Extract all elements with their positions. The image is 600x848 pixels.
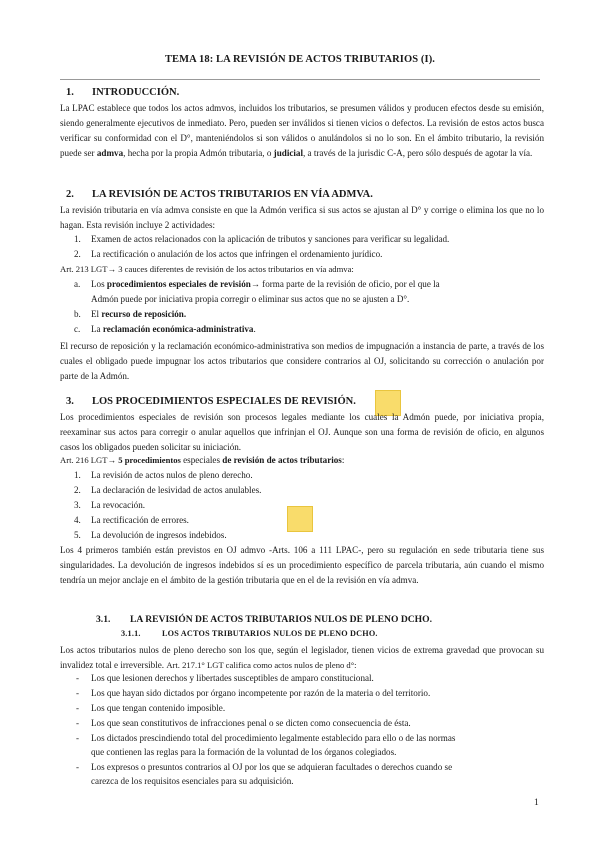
section-2-closing: El recurso de reposición y la reclamación económico-administrativa son medios de impugnación a instancia de parte, a través de los cuales el obligado puede impugnar los actos tributarios que considere contrarios al OJ, solicitando su corrección o anulación por parte de la Admón. — [60, 341, 544, 381]
section-number: 1. — [66, 87, 74, 98]
list-item: La revisión de actos nulos de pleno derecho. — [91, 470, 253, 480]
section-title: LA REVISIÓN DE ACTOS TRIBUTARIOS NULOS DE PLENO DCHO. — [130, 614, 433, 625]
list-item: La revocación. — [91, 500, 146, 510]
bullet-marker: - — [76, 703, 80, 713]
bold-run: procedimientos especiales de revisión — [106, 279, 251, 289]
list-item: La declaración de lesividad de actos anulables. — [91, 485, 262, 495]
bullet-marker: - — [76, 733, 80, 743]
text-run: Los actos tributarios nulos de pleno derecho son los que, según el legislador, tienen vicios de extrema gravedad que provocan su invalidez total e irreversible. — [60, 645, 544, 670]
section-title: INTRODUCCIÓN. — [92, 87, 180, 98]
bold-run: 5 procedimientos — [118, 455, 181, 465]
bold-run: recurso de reposición. — [101, 309, 187, 319]
bullet-item: Los dictados prescindiendo total del procedimiento legalmente establecido para ello o de las normas — [91, 733, 456, 743]
list-marker: 2. — [74, 249, 81, 259]
text-run: : — [341, 455, 345, 465]
text-run: , hecha por la propia Admón tributaria, o — [123, 148, 274, 158]
list-marker: 1. — [74, 234, 81, 244]
bold-run: de revisión de actos tributarios — [222, 455, 342, 465]
document-title: TEMA 18: LA REVISIÓN DE ACTOS TRIBUTARIOS (I). — [164, 54, 436, 65]
list-item: La devolución de ingresos indebidos. — [91, 530, 227, 540]
section-1-heading — [66, 87, 179, 98]
section-3-intro: Los procedimientos especiales de revisión son procesos legales mediante los cuales la Admón puede, por iniciativa propia, reexaminar sus actos para corregir o anular aquellos que infrinjan el OJ. Aunque son una forma de revisión de oficio, en algunos casos los obligados pueden solicitar su iniciación. — [60, 412, 544, 452]
text-run: La — [91, 324, 103, 334]
subsection-3-1-1-heading — [121, 629, 378, 638]
subsection-3-1-1-intro — [60, 643, 544, 673]
section-title: LOS ACTOS TRIBUTARIOS NULOS DE PLENO DCHO. — [162, 629, 378, 638]
section-3-closing: Los 4 primeros también están previstos en OJ admvo -Arts. 106 a 111 LPAC-, pero su regulación en sede tributaria tiene sus singularidades. La devolución de ingresos indebidos sí es un procedimiento específico de parcela tributaria, aún cuando el mismo tendría un mejor anclaje en el ámbito de la gestión tributaria que en el de la revisión en vía admva. — [60, 545, 544, 585]
list-marker: 5. — [74, 530, 81, 540]
bullet-item: Los que hayan sido dictados por órgano incompetente por razón de la materia o del territorio. — [91, 688, 431, 698]
text-run: , a través de la jurisdic C-A, pero sólo después de agotar la vía. — [302, 148, 533, 158]
list-marker: 1. — [74, 470, 81, 480]
section-3-heading — [66, 396, 356, 407]
list-marker: 4. — [74, 515, 81, 525]
section-2-intro: La revisión tributaria en vía admva consiste en que la Admón verifica si sus actos se ajustan al D° y corrige o elimina los que no lo hagan. Esta revisión incluye 2 actividades: — [60, 205, 544, 230]
bullet-marker: - — [76, 718, 80, 728]
subsection-3-1-heading — [96, 614, 432, 625]
title-divider — [60, 79, 540, 80]
text-run: especiales — [180, 455, 223, 465]
text-run: → forma parte de la revisión de oficio, por el que la — [250, 279, 440, 289]
bullet-marker: - — [76, 762, 80, 772]
list-item: La rectificación de errores. — [91, 515, 189, 525]
section-number: 3. — [66, 396, 74, 407]
text-run: La LPAC establece que todos los actos admvos, incluidos los tributarios, se presumen válidos y producen efectos desde su emisión, siendo generalmente ejecutivos de inmediato. Pero, pueden ser inválidos si tienen vicios o defectos. La revisión de estos actos busca verificar su conformidad con el D°, manteniéndolos si son válidos o anulándolos si no lo son. En el ámbito tributario, la revisión puede ser — [60, 103, 544, 158]
article-reference — [60, 455, 344, 465]
section-number: 3.1. — [96, 614, 111, 625]
list-item-c — [91, 324, 256, 334]
list-marker: c. — [74, 324, 81, 334]
text-run: El — [91, 309, 102, 319]
bullet-marker: - — [76, 688, 80, 698]
section-title: LA REVISIÓN DE ACTOS TRIBUTARIOS EN VÍA ADMVA. — [92, 189, 373, 200]
bullet-item: Los que lesionen derechos y libertades susceptibles de amparo constitucional. — [91, 673, 374, 683]
bullet-item: Los que tengan contenido imposible. — [91, 703, 226, 713]
list-item-a — [91, 279, 544, 289]
bold-run: reclamación económica-administrativa — [102, 324, 254, 334]
list-marker: a. — [74, 279, 81, 289]
list-marker: 3. — [74, 500, 81, 510]
article-reference: Art. 213 LGT→ 3 cauces diferentes de revisión de los actos tributarios en vía admva: — [60, 264, 354, 274]
section-number: 2. — [66, 189, 74, 200]
bullet-item: Los que sean constitutivos de infracciones penal o se dicten como consecuencia de ésta. — [91, 718, 411, 728]
list-marker: 2. — [74, 485, 81, 495]
list-item: Examen de actos relacionados con la aplicación de tributos y sanciones para verificar su legalidad. — [91, 234, 450, 244]
text-run: . — [253, 324, 256, 334]
section-number: 3.1.1. — [121, 629, 141, 638]
section-title: LOS PROCEDIMIENTOS ESPECIALES DE REVISIÓN. — [92, 396, 356, 407]
text-run: Los — [91, 279, 107, 289]
text-run: Art. 217.1° LGT califica como actos nulos de pleno d°: — [166, 660, 357, 670]
page-number: 1 — [534, 798, 539, 808]
bullet-item: Los expresos o presuntos contrarios al OJ por los que se adquieran facultades o derechos cuando se — [91, 762, 453, 772]
bullet-marker: - — [76, 673, 80, 683]
text-run: Art. 216 LGT→ — [60, 455, 119, 465]
list-item-b — [91, 309, 186, 319]
sticky-note-icon[interactable] — [287, 506, 313, 532]
bold-run: admva — [96, 148, 124, 158]
bullet-item-continued: que contienen las reglas para la formación de la voluntad de los órganos colegiados. — [91, 747, 397, 757]
bold-run: judicial — [273, 148, 303, 158]
list-item: La rectificación o anulación de los actos que infringen el ordenamiento jurídico. — [91, 249, 383, 259]
bullet-item-continued: carezca de los requisitos esenciales para su adquisición. — [91, 776, 294, 786]
section-2-heading — [66, 189, 373, 200]
list-marker: b. — [74, 309, 81, 319]
list-item-a-continued: Admón puede por iniciativa propia corregir o eliminar sus actos que no se ajusten a D°. — [91, 294, 410, 304]
section-1-paragraph — [60, 101, 544, 161]
